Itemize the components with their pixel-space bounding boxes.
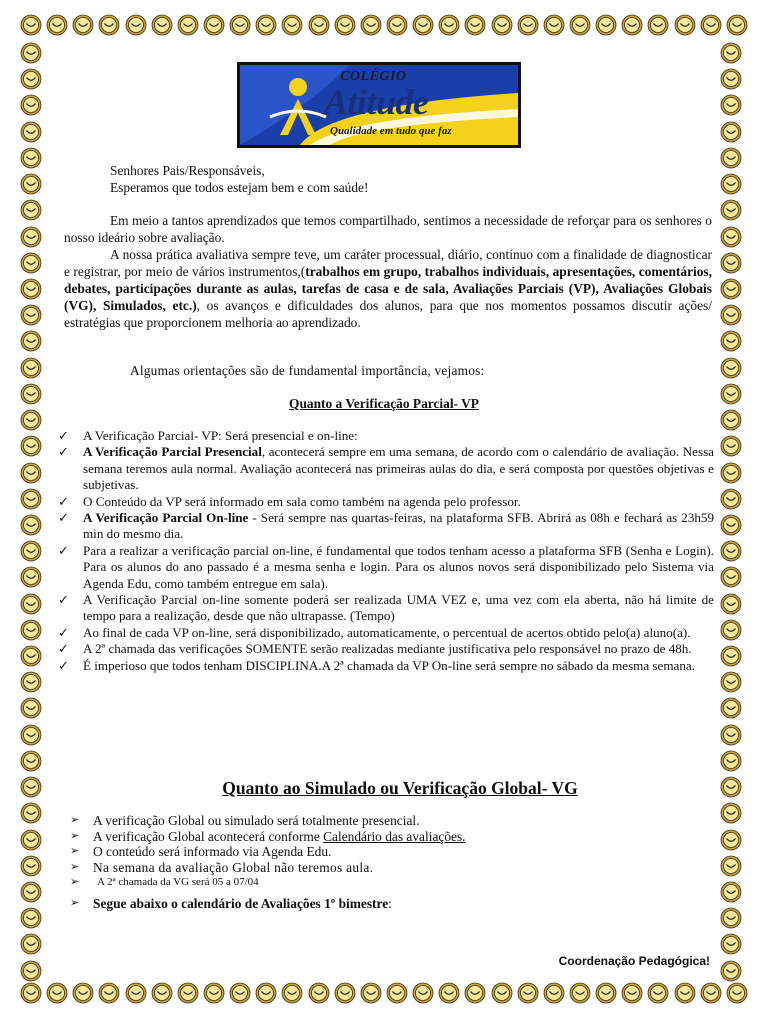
smiley-icon (281, 982, 303, 1004)
evaluation-instruments: trabalhos em grupo, trabalhos individuais, apresentações, comentários, debates, participações durante as aulas, tarefas de casa e de sala, Avaliações Parciais (VP), Avaliações Globais (VG), Simulados, etc.) (64, 264, 712, 313)
vg-list-item: ➢ A verificação Global acontecerá conforme Calendário das avaliações. (70, 828, 466, 844)
checkmark-icon: ✓ (58, 444, 69, 460)
smiley-icon (720, 960, 742, 982)
smiley-icon (491, 14, 513, 36)
smiley-icon (20, 593, 42, 615)
smiley-icon (360, 982, 382, 1004)
checkmark-icon: ✓ (58, 510, 69, 526)
smiley-icon (151, 14, 173, 36)
evaluation-paragraph-end: , os avanços e dificuldades dos alunos, para que nos momentos possamos discutir ações/ estratégias que proporcionem melhoria ao aprendizado. (64, 298, 712, 330)
smiley-icon (595, 982, 617, 1004)
smiley-icon (517, 982, 539, 1004)
smiley-icon (674, 14, 696, 36)
smiley-icon (20, 960, 42, 982)
smiley-icon (20, 278, 42, 300)
smiley-icon (491, 982, 513, 1004)
smiley-icon (386, 14, 408, 36)
orientations-intro: Algumas orientações são de fundamental importância, vejamos: (130, 363, 485, 378)
smiley-icon (20, 907, 42, 929)
smiley-icon (621, 982, 643, 1004)
smiley-icon (72, 14, 94, 36)
border-bottom (20, 982, 748, 1010)
intro-paragraph: Em meio a tantos aprendizados que temos compartilhado, sentimos a necessidade de reforçar para os senhores o nosso ideário sobre avaliação. (64, 213, 712, 245)
smiley-icon (20, 697, 42, 719)
smiley-icon (20, 514, 42, 536)
vp-list-item: ✓ A Verificação Parcial On-line - Será sempre nas quartas-feiras, na plataforma SFB. Abrirá as 08h e fechará as 23h59 min do mesmo dia. (58, 510, 715, 542)
vp-list-item: ✓ A Verificação Parcial Presencial, acontecerá sempre em uma semana, de acordo com o calendário de avaliação. Nessa semana teremos aula normal. Avaliação acontecerá nas primeiras aulas do dia, e será composta por questões objetivas e subjetivas. (58, 444, 714, 493)
smiley-icon (20, 435, 42, 457)
smiley-icon (720, 383, 742, 405)
smiley-icon (20, 776, 42, 798)
arrow-bullet-icon: ➢ (70, 829, 80, 842)
smiley-icon (151, 982, 173, 1004)
smiley-icon (20, 94, 42, 116)
smiley-icon (20, 173, 42, 195)
smiley-icon (20, 855, 42, 877)
smiley-icon (334, 982, 356, 1004)
signature: Coordenação Pedagógica! (558, 954, 710, 968)
smiley-icon (720, 829, 742, 851)
checkmark-icon: ✓ (58, 592, 69, 608)
checkmark-icon: ✓ (58, 624, 69, 640)
smiley-icon (98, 14, 120, 36)
section-vg-title: Quanto ao Simulado ou Verificação Global- VG (222, 778, 578, 798)
smiley-icon (720, 540, 742, 562)
smiley-icon (720, 252, 742, 274)
smiley-icon (20, 252, 42, 274)
smiley-icon (20, 645, 42, 667)
smiley-icon (720, 566, 742, 588)
smiley-icon (20, 829, 42, 851)
vg-list-item: ➢ O conteúdo será informado via Agenda Edu. (70, 844, 332, 860)
smiley-icon (720, 671, 742, 693)
smiley-icon (20, 566, 42, 588)
evaluation-paragraph-start: A nossa prática avaliativa sempre teve, um caráter processual, diário, contínuo com a finalidade de diagnosticar e registrar, por meio de vários instrumentos,( (64, 247, 712, 279)
smiley-icon (464, 14, 486, 36)
vp-list-item: ✓ A Verificação Parcial on-line somente poderá ser realizada UMA VEZ e, uma vez com ela aberta, não há limite de tempo para a realização, desde que não ultrapasse. (Tempo) (58, 592, 714, 624)
checkmark-icon: ✓ (58, 493, 69, 509)
smiley-icon (726, 14, 748, 36)
arrow-bullet-icon: ➢ (70, 876, 80, 889)
smiley-icon (700, 982, 722, 1004)
smiley-icon (720, 304, 742, 326)
smiley-icon (386, 982, 408, 1004)
smiley-icon (647, 982, 669, 1004)
smiley-icon (20, 383, 42, 405)
logo-name-text: Atitude (324, 82, 429, 122)
smiley-icon (20, 199, 42, 221)
smiley-icon (543, 14, 565, 36)
checkmark-icon: ✓ (58, 641, 69, 657)
smiley-icon (20, 226, 42, 248)
wishes: Esperamos que todos estejam bem e com saúde! (110, 180, 369, 195)
smiley-icon (720, 802, 742, 824)
vp-list-item: ✓ Ao final de cada VP on-line, será disponibilizado, automaticamente, o percentual de acertos obtido pelo(a) aluno(a). (58, 624, 691, 640)
vp-list-item: ✓ A 2ª chamada das verificações SOMENTE serão realizadas mediante justificativa pelo responsável no prazo de 48h. (58, 641, 692, 657)
smiley-icon (20, 881, 42, 903)
arrow-bullet-icon: ➢ (70, 845, 80, 858)
smiley-icon (720, 226, 742, 248)
section-vp-title: Quanto a Verificação Parcial- VP (289, 396, 479, 411)
smiley-icon (20, 488, 42, 510)
smiley-icon (720, 593, 742, 615)
smiley-icon (72, 982, 94, 1004)
smiley-icon (20, 671, 42, 693)
smiley-icon (543, 982, 565, 1004)
smiley-icon (20, 982, 42, 1004)
smiley-icon (720, 619, 742, 641)
smiley-icon (720, 409, 742, 431)
smiley-icon (720, 278, 742, 300)
vp-list-item: ✓ É imperioso que todos tenham DISCIPLINA.A 2ª chamada da VP On-line será sempre no sábado da mesma semana. (58, 657, 695, 673)
smiley-icon (720, 357, 742, 379)
smiley-icon (720, 121, 742, 143)
smiley-icon (720, 94, 742, 116)
smiley-icon (20, 42, 42, 64)
smiley-icon (360, 14, 382, 36)
smiley-icon (621, 14, 643, 36)
smiley-icon (20, 462, 42, 484)
smiley-icon (20, 304, 42, 326)
smiley-icon (125, 982, 147, 1004)
smiley-icon (720, 724, 742, 746)
logo-tagline: Qualidade em tudo que faz (330, 125, 452, 137)
vp-list-item: ✓ O Conteúdo da VP será informado em sala como também na agenda pelo professor. (58, 493, 521, 509)
smiley-icon (255, 14, 277, 36)
smiley-icon (720, 42, 742, 64)
smiley-icon (438, 14, 460, 36)
vg-list (70, 813, 710, 912)
smiley-icon (20, 68, 42, 90)
arrow-bullet-icon: ➢ (70, 860, 80, 873)
smiley-icon (412, 14, 434, 36)
smiley-icon (229, 14, 251, 36)
vg-list-item: ➢ A 2ª chamada da VG será 05 a 07/04 (70, 875, 710, 891)
greeting: Senhores Pais/Responsáveis, (110, 163, 265, 178)
smiley-icon (281, 14, 303, 36)
smiley-icon (20, 330, 42, 352)
smiley-icon (720, 514, 742, 536)
logo-college-text: COLÉGIO (340, 69, 407, 84)
smiley-icon (20, 802, 42, 824)
vg-list-item: ➢ A verificação Global ou simulado será totalmente presencial. (70, 813, 420, 828)
smiley-icon (720, 488, 742, 510)
border-top (20, 14, 748, 42)
smiley-icon (46, 14, 68, 36)
vg-list-item: ➢ Segue abaixo o calendário de Avaliações 1º bimestre: (70, 895, 392, 911)
smiley-icon (46, 982, 68, 1004)
smiley-icon (720, 750, 742, 772)
smiley-icon (720, 68, 742, 90)
smiley-icon (20, 540, 42, 562)
vp-list-item: ✓ Para a realizar a verificação parcial on-line, é fundamental que todos tenham acesso a plataforma SFB (Senha e Login). Para os alunos do ano passado é a mesma senha e login. Para os alunos novos será disponibilizado pelo Sistema via Agenda Edu, como também entregue em sala). (58, 542, 714, 591)
smiley-icon (464, 982, 486, 1004)
smiley-icon (20, 409, 42, 431)
smiley-icon (720, 697, 742, 719)
evaluation-paragraph (64, 246, 712, 331)
smiley-icon (726, 982, 748, 1004)
smiley-icon (700, 14, 722, 36)
smiley-icon (647, 14, 669, 36)
smiley-icon (720, 173, 742, 195)
smiley-icon (569, 982, 591, 1004)
smiley-icon (20, 147, 42, 169)
smiley-icon (20, 750, 42, 772)
smiley-icon (20, 619, 42, 641)
smiley-icon (595, 14, 617, 36)
vg-list-item: ➢ Na semana da avaliação Global não teremos aula. (70, 859, 374, 875)
checkmark-icon: ✓ (58, 542, 69, 558)
smiley-icon (177, 14, 199, 36)
smiley-icon (438, 982, 460, 1004)
arrow-bullet-icon: ➢ (70, 814, 80, 826)
smiley-icon (20, 933, 42, 955)
smiley-icon (20, 724, 42, 746)
smiley-icon (720, 462, 742, 484)
smiley-icon (720, 645, 742, 667)
calendar-link[interactable]: Calendário das avaliações. (323, 828, 466, 844)
smiley-icon (720, 855, 742, 877)
smiley-icon (720, 330, 742, 352)
arrow-bullet-icon: ➢ (70, 896, 80, 909)
smiley-icon (720, 435, 742, 457)
smiley-icon (517, 14, 539, 36)
border-right (720, 42, 748, 982)
smiley-icon (569, 14, 591, 36)
smiley-icon (125, 14, 147, 36)
vp-list (58, 428, 714, 674)
smiley-icon (308, 14, 330, 36)
smiley-icon (203, 982, 225, 1004)
smiley-icon (720, 776, 742, 798)
smiley-icon (203, 14, 225, 36)
checkmark-icon: ✓ (58, 657, 69, 673)
smiley-icon (412, 982, 434, 1004)
smiley-icon (720, 933, 742, 955)
smiley-icon (229, 982, 251, 1004)
smiley-icon (674, 982, 696, 1004)
smiley-icon (308, 982, 330, 1004)
smiley-icon (334, 14, 356, 36)
school-logo (237, 62, 521, 148)
smiley-icon (720, 147, 742, 169)
smiley-icon (720, 199, 742, 221)
smiley-icon (177, 982, 199, 1004)
smiley-icon (98, 982, 120, 1004)
checkmark-icon: ✓ (58, 428, 69, 443)
smiley-icon (20, 14, 42, 36)
smiley-icon (20, 121, 42, 143)
border-left (20, 42, 48, 982)
smiley-icon (255, 982, 277, 1004)
smiley-icon (20, 357, 42, 379)
vp-list-item: ✓ A Verificação Parcial- VP: Será presencial e on-line: (58, 428, 358, 443)
smiley-icon (720, 881, 742, 903)
smiley-icon (720, 907, 742, 929)
